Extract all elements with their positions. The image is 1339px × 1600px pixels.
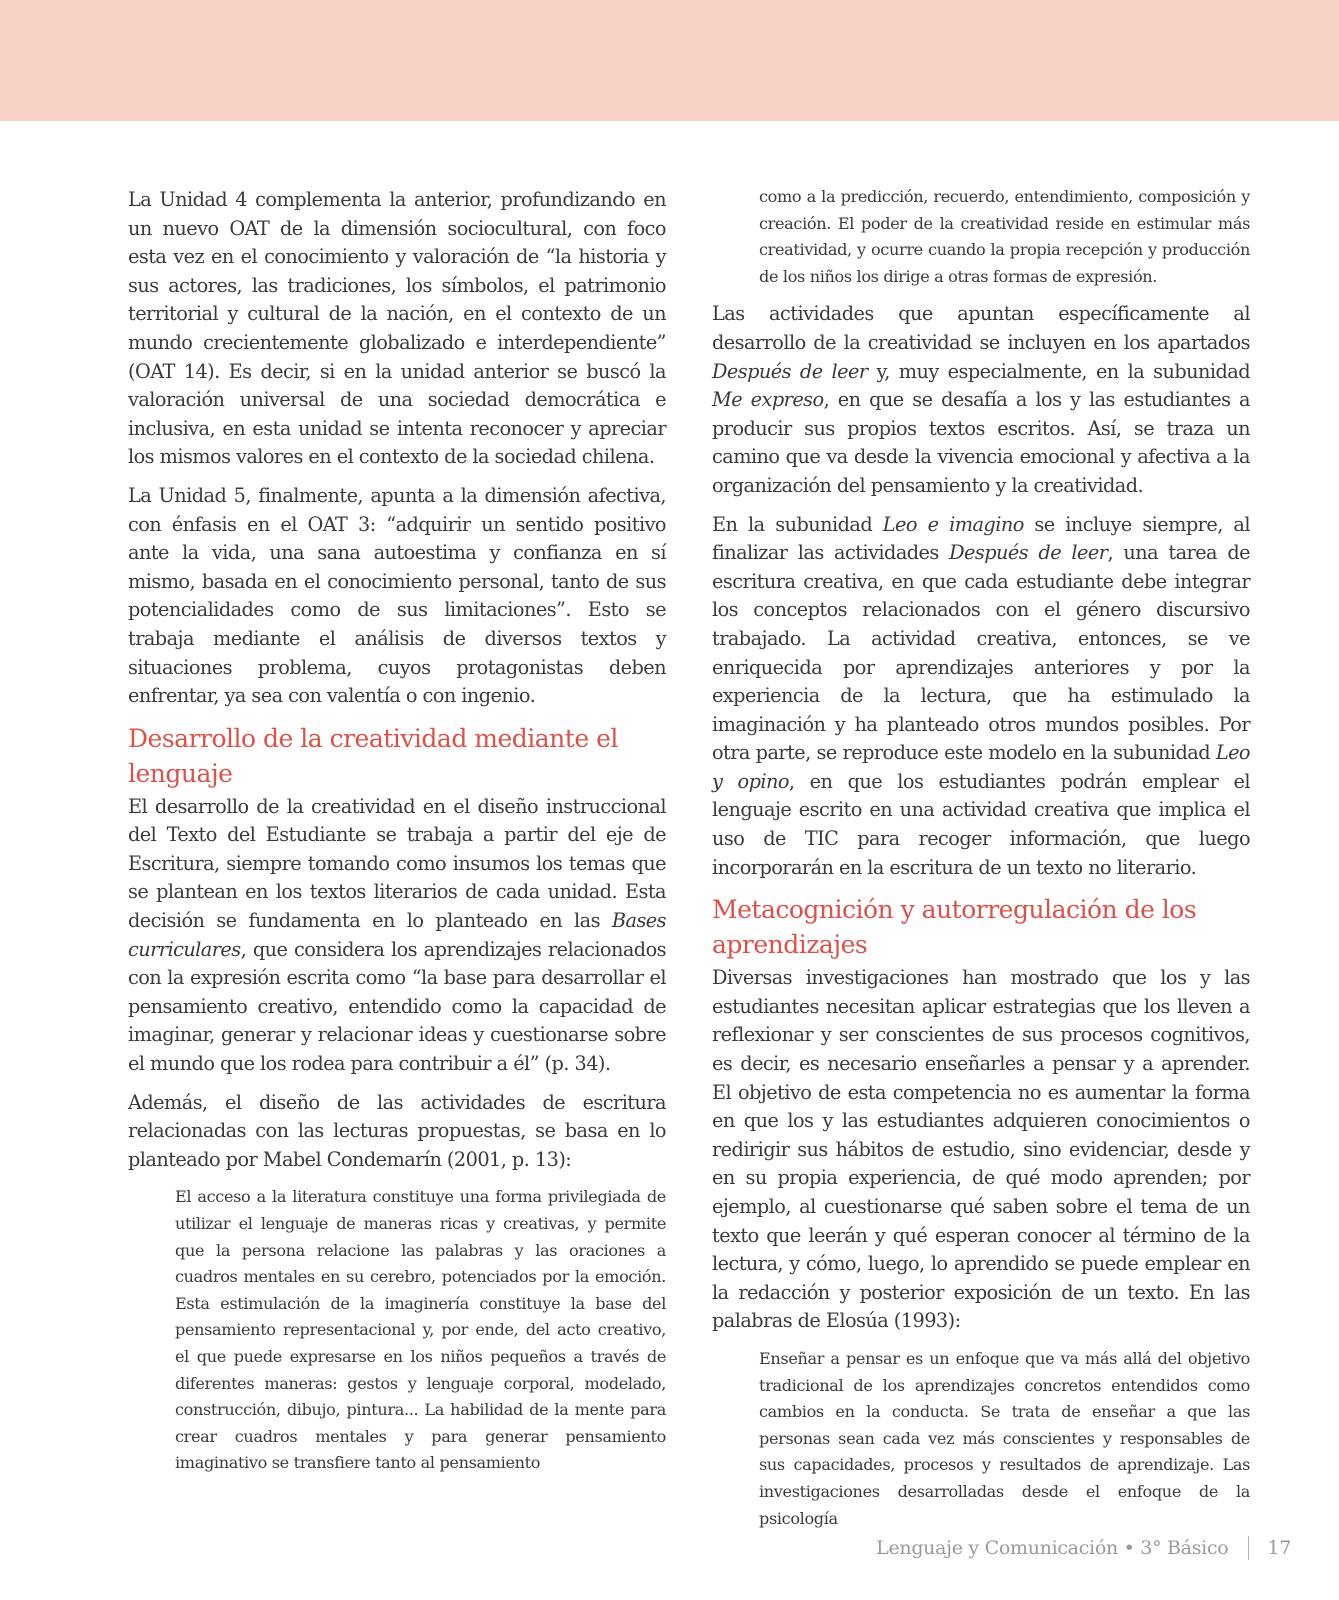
page-number: 17 — [1267, 1537, 1291, 1559]
page-footer — [876, 1536, 1291, 1560]
paragraph-subunidad: En la subunidad Leo e imagino se incluye siempre, al finalizar las actividades Después de leer, una tarea de escritura creativa, en que cada estudiante debe integrar los conceptos relacionados con el género discursivo trabajado. La actividad creativa, entonces, se ve enriquecida por aprendizajes anteriores y por la experiencia de la lectura, que ha estimulado la imaginación y ha planteado otros mundos posibles. Por otra parte, se reproduce este modelo en la subunidad Leo y opino, en que los estudiantes podrán emplear el lenguaje escrito en una actividad creativa que implica el uso de TIC para recoger información, que luego incorporarán en la escritura de un texto no literario. — [712, 512, 1250, 879]
section-heading-metacognicion: Metacognición y autorregulación de los aprendizajes — [712, 895, 1197, 960]
header-band — [0, 0, 1339, 121]
paragraph-metacognicion: Diversas investigaciones han mostrado que los y las estudiantes necesitan aplicar estrategias que los lleven a reflexionar y ser conscientes de sus procesos cognitivos, es decir, es necesario enseñarles a pensar y a aprender. El objetivo de esta competencia no es aumentar la forma en que los y las estudiantes adquieren conocimientos o redirigir sus hábitos de estudio, sino evidenciar, desde y en su propia experiencia, de qué modo aprenden; por ejemplo, al cuestionarse qué saben sobre el tema de un texto que leerán y qué esperan conocer al término de la lectura, y cómo, luego, lo aprendido se puede emplear en la redacción y posterior exposición de un texto. En las palabras de Elosúa (1993): — [712, 966, 1250, 1333]
block-quote-condemarin-continued: como a la predicción, recuerdo, entendimiento, composición y creación. El poder de la creatividad reside en estimular más creatividad, y ocurre cuando la propia recepción y producción de los niños los dirige a otras formas de expresión. — [759, 187, 1250, 286]
paragraph-unidad-4: La Unidad 4 complementa la anterior, profundizando en un nuevo OAT de la dimensión sociocultural, con foco esta vez en el conocimiento y valoración de “la historia y sus actores, las tradiciones, los símbolos, el patrimonio territorial y cultural de la nación, en el contexto de un mundo crecientemente globalizado e interdependiente” (OAT 14). Es decir, si en la unidad anterior se buscó la valoración universal de una sociedad democrática e inclusiva, en esta unidad se intenta reconocer y apreciar los mismos valores en el contexto de la sociedad chilena. — [128, 188, 666, 469]
footer-divider — [1248, 1536, 1249, 1560]
block-quote-condemarin: El acceso a la literatura constituye una forma privilegiada de utilizar el lenguaje de maneras ricas y creativas, y permite que la persona relacione las palabras y las oraciones a cuadros mentales en su cerebro, potenciados por la emoción. Esta estimulación de la imaginería constituye la base del pensamiento representacional y, por ende, del acto creativo, el que puede expresarse en los niños pequeños a través de diferentes maneras: gestos y lenguaje corporal, modelado, construcción, dibujo, pintura... La habilidad de la mente para crear cuadros mentales y para generar pensamiento imaginativo se transfiere tanto al pensamiento — [175, 1187, 666, 1473]
block-quote-elosua: Enseñar a pensar es un enfoque que va más allá del objetivo tradicional de los aprendizajes concretos entendidos como cambios en la conducta. Se trata de enseñar a que las personas sean cada vez más conscientes y responsables de sus capacidades, procesos y resultados de aprendizaje. Las investigaciones desarrolladas desde el enfoque de la psicología — [759, 1348, 1250, 1528]
footer-subject: Lenguaje y Comunicación • 3° Básico — [876, 1537, 1229, 1559]
paragraph-actividades: Las actividades que apuntan específicamente al desarrollo de la creatividad se incluyen en los apartados Después de leer y, muy especialmente, en la subunidad Me expreso, en que se desafía a los y las estudiantes a producir sus propios textos escritos. Así, se traza un camino que va desde la vivencia emocional y afectiva a la organización del pensamiento y la creatividad. — [712, 302, 1251, 497]
paragraph-creatividad: El desarrollo de la creatividad en el diseño instruccional del Texto del Estudiante se trabaja a partir del eje de Escritura, siempre tomando como insumos los temas que se plantean en los textos literarios de cada unidad. Esta decisión se fundamenta en lo planteado en las Bases curriculares, que considera los aprendizajes relacionados con la expresión escrita como “la base para desarrollar el pensamiento creativo, entendido como la capacidad de imaginar, generar y relacionar ideas y cuestionarse sobre el mundo que los rodea para contribuir a él” (p. 34). — [128, 794, 666, 1076]
right-column — [712, 186, 1250, 1542]
paragraph-unidad-5: La Unidad 5, finalmente, apunta a la dimensión afectiva, con énfasis en el OAT 3: “adquirir un sentido positivo ante la vida, una sana autoestima y confianza en sí mismo, basada en el conocimiento personal, tanto de sus potencialidades como de sus limitaciones”. Esto se trabaja mediante el análisis de diversos textos y situaciones problema, cuyos protagonistas deben enfrentar, ya sea con valentía o con ingenio. — [128, 483, 666, 708]
left-column — [128, 186, 666, 1487]
section-heading-creatividad: Desarrollo de la creatividad mediante el lenguaje — [128, 723, 618, 788]
paragraph-condemarin: Además, el diseño de las actividades de escritura relacionadas con las lecturas propuestas, se basa en lo planteado por Mabel Condemarín (2001, p. 13): — [128, 1090, 666, 1171]
